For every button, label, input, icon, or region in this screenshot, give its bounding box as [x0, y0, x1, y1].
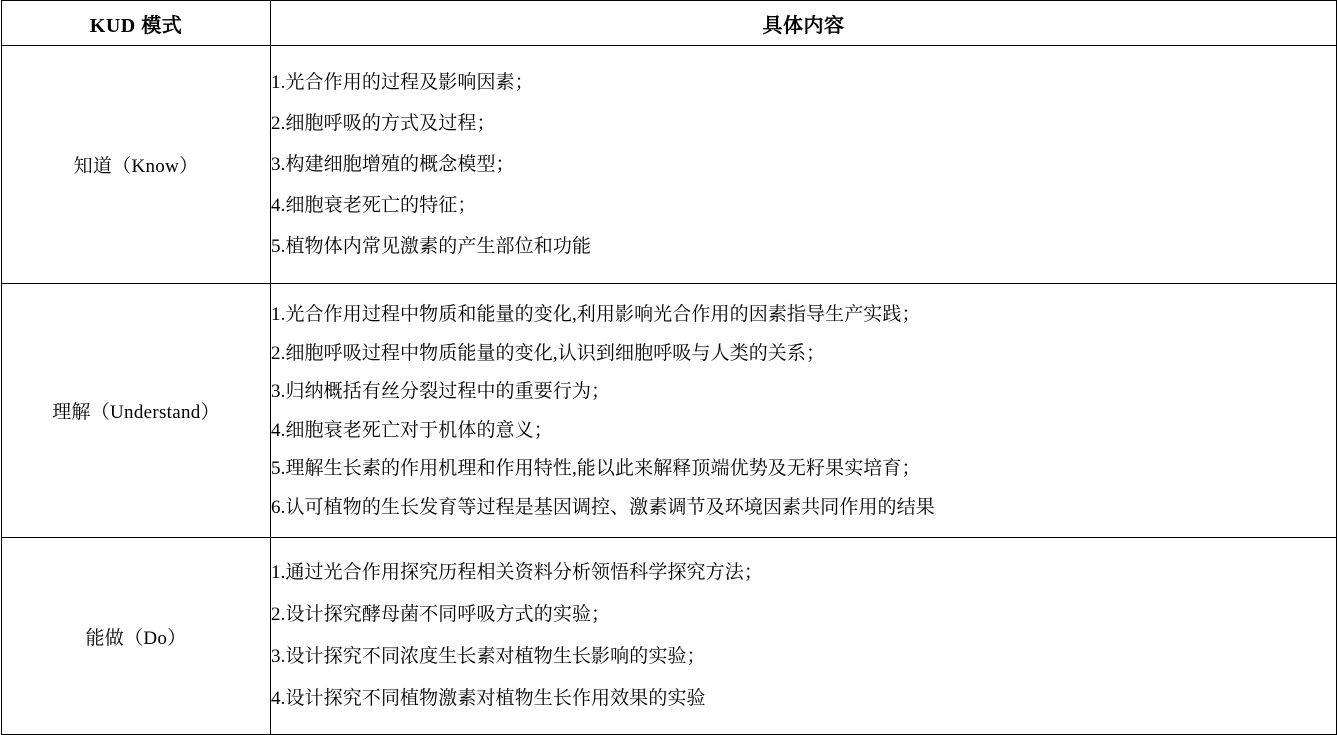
content-cell-understand — [271, 284, 1337, 538]
column-header-content: 具体内容 — [271, 1, 1337, 46]
list-item: 5.植物体内常见激素的产生部位和功能 — [271, 236, 592, 257]
content-cell-do — [271, 538, 1337, 735]
list-item: 3.归纳概括有丝分裂过程中的重要行为； — [271, 381, 611, 402]
table-row — [2, 284, 1337, 538]
mode-label-do: 能做（Do） — [2, 538, 271, 735]
table-header-row — [2, 1, 1337, 46]
list-item: 3.构建细胞增殖的概念模型； — [271, 154, 515, 175]
list-item: 1.光合作用过程中物质和能量的变化,利用影响光合作用的因素指导生产实践； — [271, 304, 921, 325]
list-item: 5.理解生长素的作用机理和作用特性,能以此来解释顶端优势及无籽果实培育； — [271, 458, 921, 479]
mode-label-understand: 理解（Understand） — [2, 284, 271, 538]
list-item: 4.细胞衰老死亡对于机体的意义； — [271, 419, 553, 441]
list-item: 4.细胞衰老死亡的特征； — [271, 195, 477, 216]
kud-table — [1, 0, 1337, 735]
content-cell-know — [271, 46, 1337, 284]
list-item: 4.设计探究不同植物激素对植物生长作用效果的实验 — [271, 688, 706, 709]
list-item: 6.认可植物的生长发育等过程是基因调控、激素调节及环境因素共同作用的结果 — [271, 496, 935, 518]
list-item: 2.设计探究酵母菌不同呼吸方式的实验； — [271, 604, 611, 625]
table-row — [2, 46, 1337, 284]
list-item: 1.光合作用的过程及影响因素； — [271, 72, 534, 93]
list-item: 1.通过光合作用探究历程相关资料分析领悟科学探究方法； — [271, 562, 763, 583]
list-item: 2.细胞呼吸过程中物质能量的变化,认识到细胞呼吸与人类的关系； — [271, 342, 826, 364]
list-item: 2.细胞呼吸的方式及过程； — [271, 113, 496, 134]
list-item: 3.设计探究不同浓度生长素对植物生长影响的实验； — [271, 646, 706, 667]
column-header-mode: KUD 模式 — [2, 1, 271, 46]
mode-label-know: 知道（Know） — [2, 46, 271, 284]
table-row — [2, 538, 1337, 735]
